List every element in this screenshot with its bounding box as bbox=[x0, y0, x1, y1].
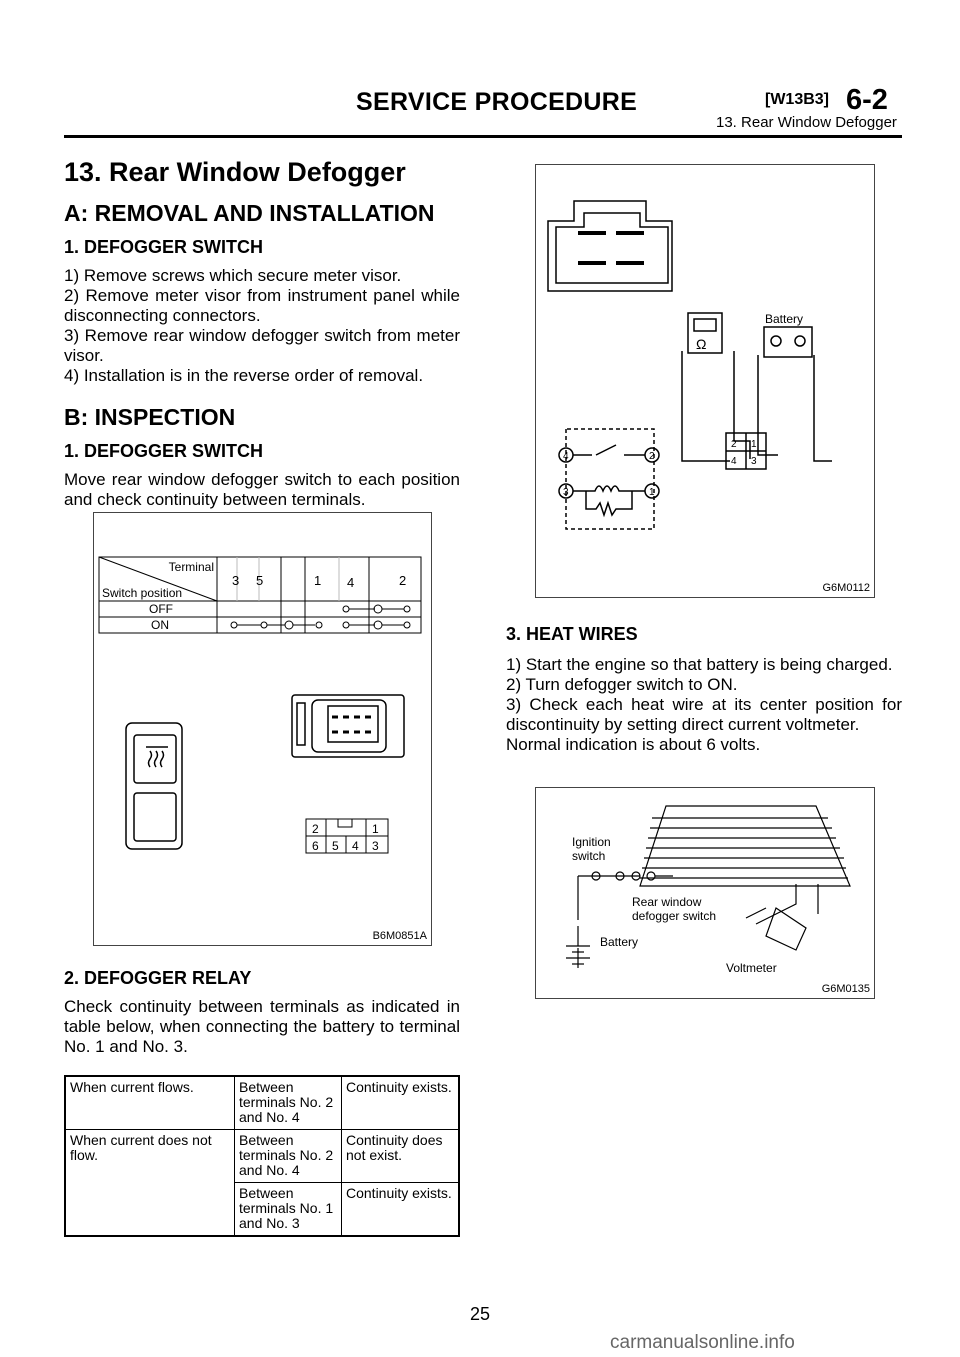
part-b-text2: Check continuity between terminals as indicated in table below, when connecting the battery to terminal No. 1 and No. 3. bbox=[64, 997, 460, 1056]
part-b-text1: Move rear window defogger switch to each position and check continuity between terminals. bbox=[64, 470, 460, 509]
step-4: 4) Installation is in the reverse order of removal. bbox=[64, 366, 424, 385]
row-off: OFF bbox=[149, 602, 173, 616]
battery-label: Battery bbox=[600, 935, 639, 949]
switch-diagram bbox=[94, 513, 431, 945]
table-cell: Between terminals No. 2 and No. 4 bbox=[235, 1130, 342, 1183]
figure-code: G6M0135 bbox=[821, 983, 870, 995]
terminal-1: 1 bbox=[314, 573, 322, 588]
voltmeter-label: Voltmeter bbox=[726, 961, 777, 975]
heat-wires-section bbox=[506, 624, 902, 755]
table-cell: Continuity exists. bbox=[342, 1183, 460, 1237]
pin-5: 5 bbox=[332, 839, 339, 853]
schem-term-4: 4 bbox=[563, 451, 569, 462]
pin-2: 2 bbox=[312, 822, 319, 836]
header-subtitle: 13. Rear Window Defogger bbox=[716, 114, 897, 131]
pin-1: 1 bbox=[372, 822, 379, 836]
watermark: carmanualsonline.info bbox=[610, 1332, 795, 1353]
header-section-number: 6-2 bbox=[846, 84, 888, 116]
pin-3: 3 bbox=[372, 839, 379, 853]
table-cell: When current flows. bbox=[65, 1076, 235, 1130]
table-cell: Continuity exists. bbox=[342, 1076, 460, 1130]
figure-relay bbox=[535, 164, 875, 598]
header-switch-position: Switch position bbox=[102, 586, 183, 600]
table-row bbox=[65, 1076, 459, 1130]
relay-continuity-table bbox=[64, 1075, 460, 1237]
pin-6: 6 bbox=[312, 839, 319, 853]
page-number: 25 bbox=[470, 1304, 491, 1324]
schem-term-3: 3 bbox=[563, 487, 569, 498]
switch-illustration bbox=[126, 723, 182, 849]
section-title: 13. Rear Window Defogger bbox=[64, 157, 406, 187]
part-a-sub1: 1. DEFOGGER SWITCH bbox=[64, 237, 264, 257]
schem-term-2: 2 bbox=[649, 451, 655, 462]
battery-label: Battery bbox=[765, 312, 804, 326]
schem-term-1: 1 bbox=[649, 487, 655, 498]
heat-wire-diagram bbox=[536, 788, 874, 998]
ignition-label-2: switch bbox=[572, 849, 606, 863]
relay-section bbox=[64, 968, 460, 1057]
terminal-5: 5 bbox=[256, 573, 264, 588]
relay-term-1: 1 bbox=[751, 439, 757, 450]
step-1: 1) Remove screws which secure meter visor. bbox=[64, 266, 402, 285]
ohm-symbol: Ω bbox=[696, 336, 707, 352]
figure-switch bbox=[93, 512, 432, 946]
header-rule bbox=[64, 135, 902, 138]
table-cell: Between terminals No. 2 and No. 4 bbox=[235, 1076, 342, 1130]
part-b-sub1: 1. DEFOGGER SWITCH bbox=[64, 441, 264, 461]
hw-step-1: 1) Start the engine so that battery is being charged. bbox=[506, 655, 893, 674]
table-cell: Continuity does not exist. bbox=[342, 1130, 460, 1183]
left-column bbox=[64, 157, 460, 510]
header-title: SERVICE PROCEDURE bbox=[356, 88, 638, 116]
ignition-label-1: Ignition bbox=[572, 835, 611, 849]
part-b-title: B: INSPECTION bbox=[64, 404, 236, 430]
pin-4: 4 bbox=[352, 839, 359, 853]
part-a-title: A: REMOVAL AND INSTALLATION bbox=[64, 200, 435, 226]
header-terminal: Terminal bbox=[168, 560, 214, 574]
table-cell: When current does not flow. bbox=[65, 1130, 235, 1237]
part-a-steps bbox=[64, 266, 460, 386]
step-2: 2) Remove meter visor from instrument panel while disconnecting connectors. bbox=[64, 286, 460, 325]
figure-code: G6M0112 bbox=[822, 582, 870, 594]
table-cell: Between terminals No. 1 and No. 3 bbox=[235, 1183, 342, 1237]
hw-step-3: 3) Check each heat wire at its center position for discontinuity by setting direct current voltmeter. bbox=[506, 695, 902, 734]
heat-wire-steps bbox=[506, 655, 902, 755]
figure-code: B6M0851A bbox=[372, 930, 427, 942]
terminal-4: 4 bbox=[347, 575, 355, 590]
row-on: ON bbox=[151, 618, 169, 632]
terminal-3: 3 bbox=[232, 573, 240, 588]
hw-step-2: 2) Turn defogger switch to ON. bbox=[506, 675, 738, 694]
step-3: 3) Remove rear window defogger switch from meter visor. bbox=[64, 326, 460, 365]
rear-window-label-2: defogger switch bbox=[632, 909, 717, 923]
connector-illustration bbox=[292, 695, 404, 757]
relay-term-4: 4 bbox=[731, 456, 737, 467]
table-row bbox=[65, 1130, 459, 1183]
part-b-sub2: 2. DEFOGGER RELAY bbox=[64, 968, 252, 988]
rear-window-label-1: Rear window bbox=[632, 895, 702, 909]
terminal-2: 2 bbox=[399, 573, 407, 588]
sub3-title: 3. HEAT WIRES bbox=[506, 624, 638, 644]
relay-term-2: 2 bbox=[731, 439, 737, 450]
relay-diagram bbox=[536, 165, 874, 597]
figure-heat-wires bbox=[535, 787, 875, 999]
hw-note: Normal indication is about 6 volts. bbox=[506, 735, 761, 754]
header-code: [W13B3] bbox=[765, 91, 830, 108]
relay-term-3: 3 bbox=[751, 456, 757, 467]
